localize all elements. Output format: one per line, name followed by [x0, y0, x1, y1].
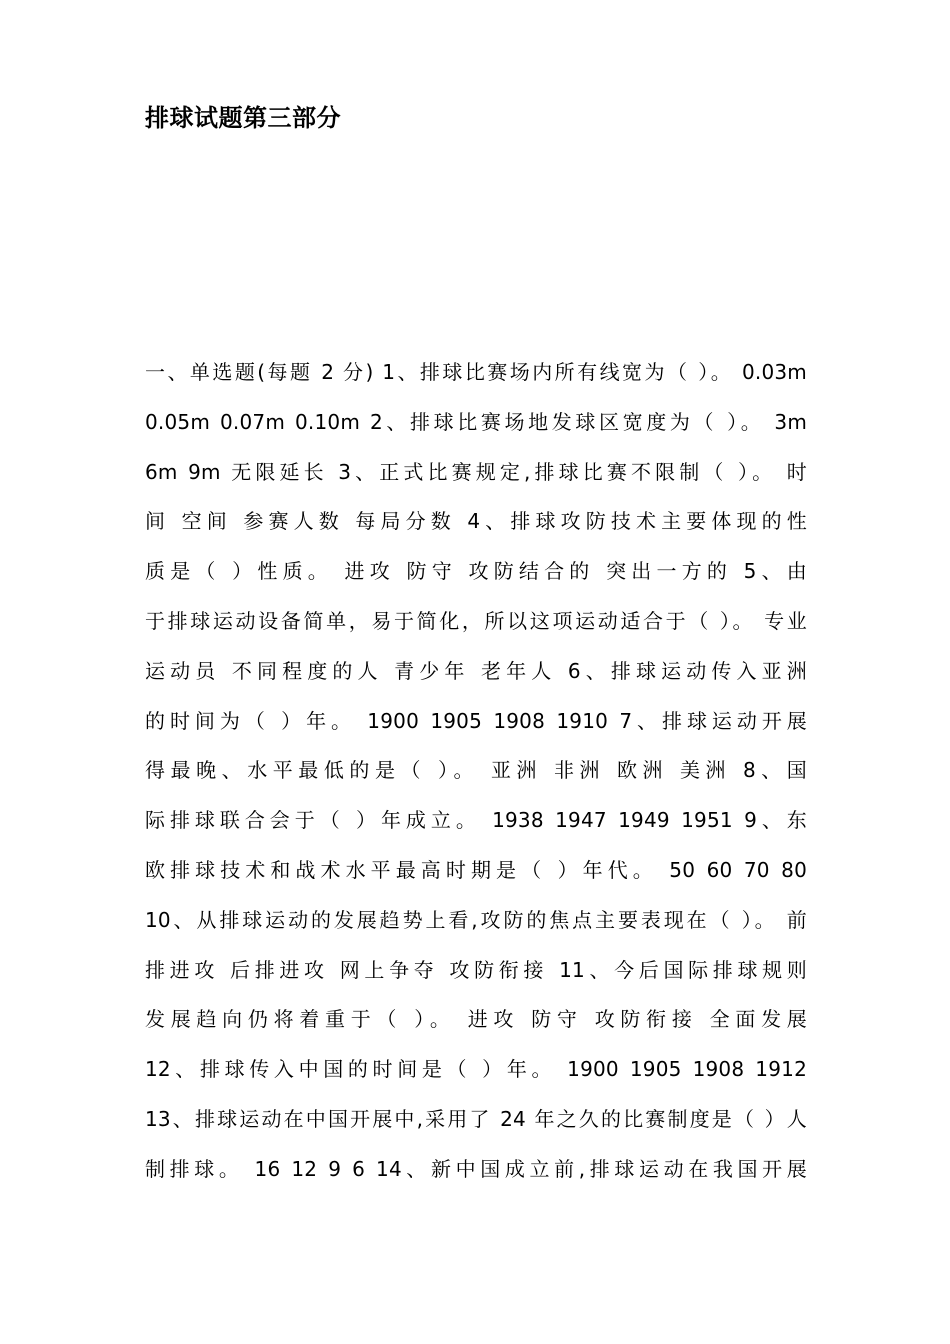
text-line: 制排球。 16 12 9 6 14、新中国成立前,排球运动在我国开展: [145, 1156, 807, 1181]
text-line: 间 空间 参赛人数 每局分数 4、排球攻防技术主要体现的性: [145, 509, 807, 534]
text-line: 一、单选题(每题 2 分) 1、排球比赛场内所有线宽为（ ）。 0.03m: [145, 360, 807, 384]
document-title: 排球试题第三部分: [145, 104, 341, 132]
text-line: 的时间为（ ）年。 1900 1905 1908 1910 7、排球运动开展: [145, 708, 808, 733]
text-line: 13、排球运动在中国开展中,采用了 24 年之久的比赛制度是（ ）人: [145, 1106, 807, 1131]
text-line: 发展趋向仍将着重于（ ）。 进攻 防守 攻防衔接 全面发展: [145, 1007, 807, 1032]
text-line: 0.05m 0.07m 0.10m 2、排球比赛场地发球区宽度为（ ）。 3m: [145, 409, 807, 434]
text-line: 12、排球传入中国的时间是（ ）年。 1900 1905 1908 1912: [145, 1057, 807, 1082]
text-line: 际排球联合会于（ ）年成立。 1938 1947 1949 1951 9、东: [145, 808, 807, 833]
question-text: [145, 348, 807, 1195]
text-line: 于排球运动设备简单，易于简化，所以这项运动适合于（ ）。 专业: [145, 608, 807, 633]
text-line: 10、从排球运动的发展趋势上看,攻防的焦点主要表现在（ ）。 前: [145, 907, 807, 932]
text-line: 质是（ ）性质。 进攻 防守 攻防结合的 突出一方的 5、由: [145, 559, 807, 584]
text-line: 运动员 不同程度的人 青少年 老年人 6、排球运动传入亚洲: [145, 658, 807, 683]
text-line: 6m 9m 无限延长 3、正式比赛规定,排球比赛不限制（ ）。 时: [145, 459, 807, 484]
text-line: 欧排球技术和战术水平最高时期是（ ）年代。 50 60 70 80: [145, 857, 807, 882]
text-line: 排进攻 后排进攻 网上争夺 攻防衔接 11、今后国际排球规则: [145, 957, 807, 982]
text-line: 得最晚、水平最低的是（ ）。 亚洲 非洲 欧洲 美洲 8、国: [145, 758, 807, 783]
